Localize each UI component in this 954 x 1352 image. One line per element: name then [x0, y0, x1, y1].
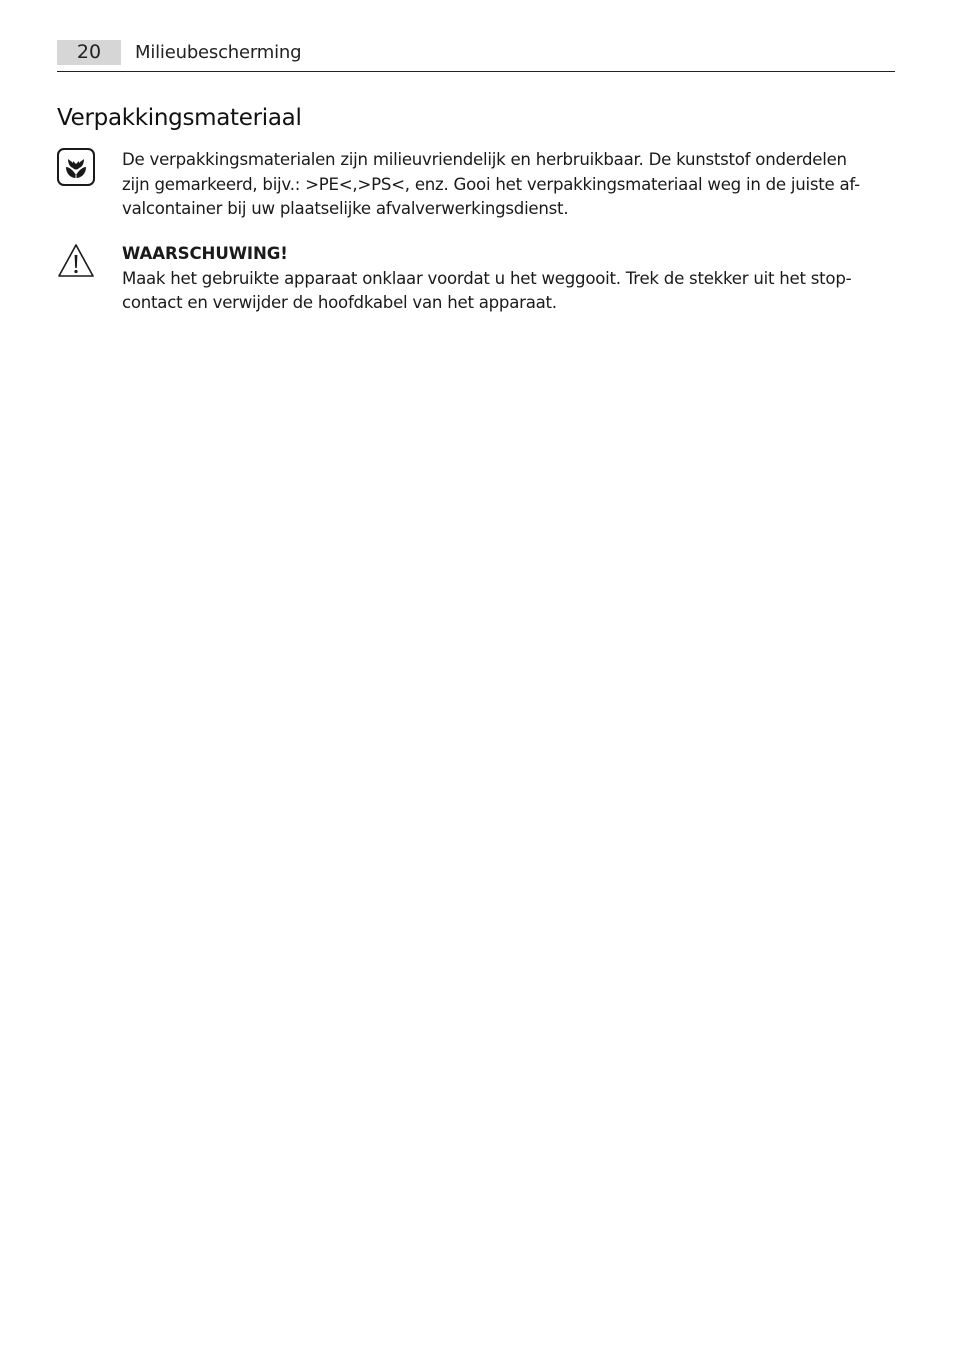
text-line: valcontainer bij uw plaatselijke afvalverwerkingsdienst.	[122, 199, 569, 218]
header-section-name: Milieubescherming	[135, 42, 302, 63]
warning-heading: WAARSCHUWING!	[122, 244, 288, 263]
text-line: zijn gemarkeerd, bijv.: >PE<,>PS<, enz. Gooi het verpakkingsmateriaal weg in de juiste af-	[122, 174, 860, 194]
page-number: 20	[57, 40, 121, 65]
warning-note	[57, 242, 895, 316]
environment-flower-icon	[57, 148, 95, 186]
text-line: Maak het gebruikte apparaat onklaar voordat u het weggooit. Trek de stekker uit het stop-	[122, 268, 852, 288]
page-header	[57, 40, 895, 72]
warning-triangle-icon	[57, 242, 95, 280]
environment-note	[57, 148, 895, 222]
text-line: contact en verwijder de hoofdkabel van het apparaat.	[122, 293, 557, 312]
section-title: Verpakkingsmateriaal	[57, 105, 302, 131]
text-line: De verpakkingsmaterialen zijn milieuvriendelijk en herbruikbaar. De kunststof onderdelen	[122, 150, 847, 169]
warning-text	[122, 242, 892, 316]
environment-note-text	[122, 148, 892, 222]
